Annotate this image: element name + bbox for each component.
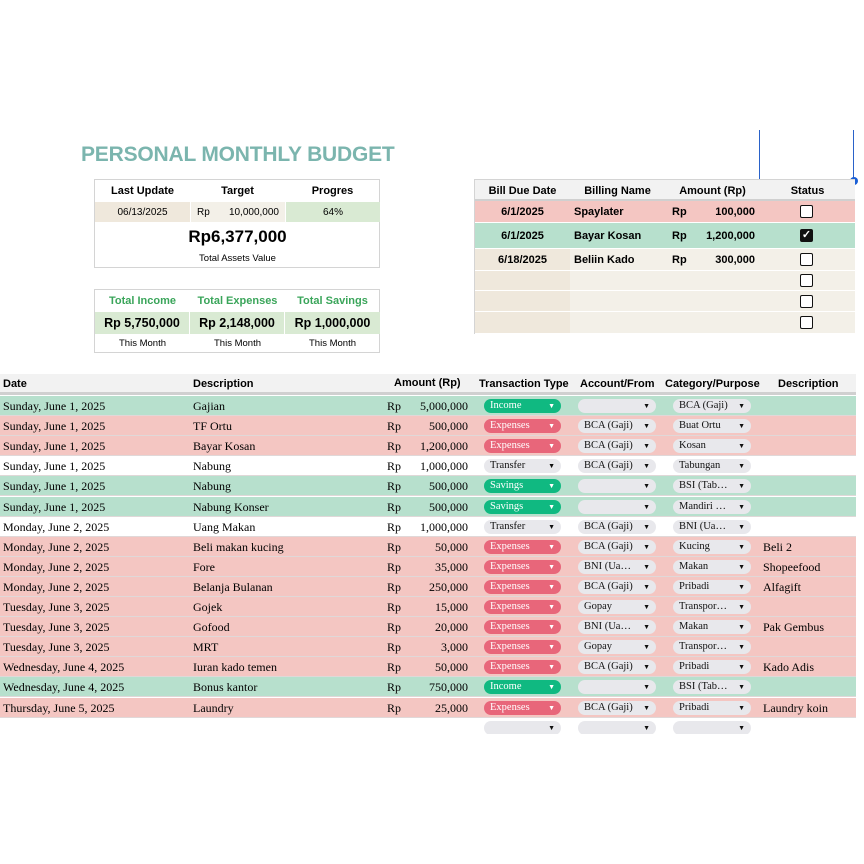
chevron-down-icon: ▼: [548, 643, 555, 652]
row-note: Beli 2: [763, 539, 792, 554]
transaction-type-dropdown-value: Expenses: [490, 621, 530, 633]
row-description: Nabung: [193, 459, 231, 474]
transaction-type-dropdown-value: Expenses: [490, 601, 530, 612]
row-amount: 750,000: [429, 680, 468, 695]
row-note: Alfagift: [763, 579, 801, 594]
category-dropdown-value: BCA (Gaji): [679, 400, 728, 411]
account-dropdown-value: BCA (Gaji): [584, 440, 633, 452]
transaction-type-dropdown[interactable]: [484, 600, 561, 614]
chevron-down-icon: ▼: [548, 723, 555, 732]
category-dropdown-value: Tabungan: [679, 460, 721, 472]
bill-row: [475, 223, 855, 249]
row-date: Monday, June 2, 2025: [3, 539, 110, 554]
row-amount: 50,000: [435, 660, 468, 675]
table-row: [0, 657, 856, 677]
transaction-type-dropdown-value: Expenses: [490, 440, 530, 452]
account-dropdown-value: Gopay: [584, 641, 612, 653]
row-currency: Rp: [387, 660, 402, 675]
category-dropdown-value: Pribadi: [679, 701, 710, 713]
category-dropdown[interactable]: [673, 419, 751, 433]
transaction-type-dropdown[interactable]: [484, 560, 561, 574]
transaction-type-dropdown[interactable]: [484, 701, 561, 715]
row-currency: Rp: [387, 479, 402, 494]
transaction-type-dropdown[interactable]: [484, 640, 561, 654]
row-currency: Rp: [387, 459, 402, 474]
tx-header-account: Account/From: [580, 378, 655, 390]
target-label: Target: [221, 185, 254, 197]
account-dropdown[interactable]: [578, 560, 656, 574]
row-amount: 500,000: [429, 479, 468, 494]
category-dropdown[interactable]: [673, 439, 751, 453]
chevron-down-icon: ▼: [643, 723, 650, 732]
expenses-period: This Month: [214, 338, 261, 349]
chevron-down-icon: ▼: [738, 562, 745, 571]
row-date: Wednesday, June 4, 2025: [3, 660, 125, 675]
account-dropdown-value: Gopay: [584, 601, 612, 612]
bill-row: [475, 312, 855, 334]
total-assets-label: Total Assets Value: [199, 252, 276, 264]
row-description: Uang Makan: [193, 519, 256, 534]
total-assets-value: Rp6,377,000: [188, 227, 287, 246]
bill-amount: 1,200,000: [706, 229, 755, 242]
row-currency: Rp: [387, 399, 402, 413]
bill-row: [475, 249, 855, 271]
chevron-down-icon: ▼: [548, 683, 555, 692]
transaction-type-dropdown-value: Income: [490, 400, 522, 411]
category-dropdown-value: Pribadi: [679, 661, 710, 673]
transaction-type-dropdown[interactable]: [484, 500, 561, 514]
bill-row: [475, 201, 855, 223]
category-dropdown-value: Transpor…: [679, 641, 728, 653]
chevron-down-icon: ▼: [738, 643, 745, 652]
total-savings-label: Total Savings: [297, 295, 368, 307]
transaction-type-dropdown-value: Expenses: [490, 560, 530, 572]
row-date: Tuesday, June 3, 2025: [3, 600, 110, 614]
progress-label: Progres: [311, 185, 354, 197]
row-currency: Rp: [387, 579, 402, 594]
transaction-type-dropdown[interactable]: [484, 620, 561, 634]
category-dropdown[interactable]: [673, 479, 751, 493]
progress-value: 64%: [286, 202, 380, 222]
account-dropdown[interactable]: [578, 680, 656, 694]
summary-box: [94, 179, 380, 268]
chevron-down-icon: ▼: [643, 582, 650, 591]
table-row: [0, 396, 856, 416]
account-dropdown-value: BCA (Gaji): [584, 701, 633, 713]
account-dropdown[interactable]: [578, 701, 656, 715]
check-icon: ✓: [801, 229, 812, 241]
transaction-type-dropdown-value: Expenses: [490, 701, 530, 713]
chevron-down-icon: ▼: [738, 482, 745, 491]
account-dropdown[interactable]: [578, 500, 656, 514]
row-currency: Rp: [387, 539, 402, 554]
account-dropdown[interactable]: [578, 620, 656, 634]
account-dropdown-value: BCA (Gaji): [584, 420, 633, 432]
total-income-label: Total Income: [108, 295, 177, 307]
account-dropdown[interactable]: [578, 439, 656, 453]
row-note: Laundry koin: [763, 700, 828, 715]
bill-due-date: 6/1/2025: [501, 229, 544, 242]
account-dropdown[interactable]: [578, 459, 656, 473]
row-currency: Rp: [387, 499, 402, 514]
tx-header-category: Category/Purpose: [665, 378, 760, 390]
chevron-down-icon: ▼: [738, 582, 745, 591]
account-dropdown[interactable]: [578, 479, 656, 493]
row-note: Pak Gembus: [763, 620, 824, 635]
bill-due-date: 6/18/2025: [498, 253, 547, 266]
chevron-down-icon: ▼: [548, 402, 555, 410]
account-dropdown[interactable]: [578, 721, 656, 734]
chevron-down-icon: ▼: [738, 442, 745, 451]
chevron-down-icon: ▼: [643, 442, 650, 451]
category-dropdown[interactable]: [673, 701, 751, 715]
chevron-down-icon: ▼: [643, 603, 650, 611]
category-dropdown[interactable]: [673, 680, 751, 694]
table-row: [0, 637, 856, 657]
row-amount: 250,000: [429, 579, 468, 594]
row-currency: Rp: [387, 700, 402, 715]
status-checkbox[interactable]: [800, 274, 813, 287]
category-dropdown[interactable]: [673, 399, 751, 413]
row-date: Sunday, June 1, 2025: [3, 399, 106, 413]
table-row: [0, 677, 856, 697]
chevron-down-icon: ▼: [738, 663, 745, 672]
tx-header-date: Date: [3, 378, 27, 390]
row-amount: 3,000: [441, 640, 468, 655]
chevron-down-icon: ▼: [738, 683, 745, 692]
tx-header-type: Transaction Type: [479, 378, 569, 390]
table-row: [0, 436, 856, 456]
row-date: Monday, June 2, 2025: [3, 519, 110, 534]
bill-header-name: Billing Name: [584, 184, 651, 197]
chevron-down-icon: ▼: [643, 482, 650, 491]
status-checkbox[interactable]: [800, 316, 813, 329]
account-dropdown-value: BCA (Gaji): [584, 520, 633, 532]
row-description: Beli makan kucing: [193, 539, 284, 554]
chevron-down-icon: ▼: [548, 603, 555, 611]
chevron-down-icon: ▼: [548, 442, 555, 451]
transaction-type-dropdown-value: Transfer: [490, 520, 526, 532]
chevron-down-icon: ▼: [548, 663, 555, 672]
transaction-type-dropdown[interactable]: [484, 721, 561, 734]
transaction-type-dropdown[interactable]: [484, 399, 561, 413]
transaction-type-dropdown-value: Transfer: [490, 460, 526, 472]
bill-currency: Rp: [672, 253, 687, 266]
row-amount: 1,000,000: [420, 459, 468, 474]
transaction-type-dropdown[interactable]: [484, 520, 561, 534]
category-dropdown[interactable]: [673, 560, 751, 574]
row-amount: 500,000: [429, 499, 468, 514]
category-dropdown-value: BSI (Tab…: [679, 681, 728, 693]
status-checkbox[interactable]: [800, 253, 813, 266]
row-amount: 5,000,000: [420, 399, 468, 413]
row-description: Bonus kantor: [193, 680, 258, 695]
chevron-down-icon: ▼: [643, 643, 650, 652]
bill-name: Bayar Kosan: [574, 229, 642, 242]
row-description: Laundry: [193, 700, 234, 715]
chevron-down-icon: ▼: [643, 402, 650, 410]
category-dropdown-value: Makan: [679, 560, 709, 572]
category-dropdown[interactable]: [673, 640, 751, 654]
row-note: Shopeefood: [763, 559, 821, 574]
row-description: Gojek: [193, 600, 223, 614]
category-dropdown-value: Transpor…: [679, 601, 728, 612]
chevron-down-icon: ▼: [643, 663, 650, 672]
table-row: [0, 617, 856, 637]
total-savings-value: Rp 1,000,000: [285, 312, 380, 334]
row-currency: Rp: [387, 600, 402, 614]
table-row: [0, 537, 856, 557]
transaction-type-dropdown[interactable]: [484, 660, 561, 674]
chevron-down-icon: ▼: [738, 402, 745, 410]
row-currency: Rp: [387, 519, 402, 534]
chevron-down-icon: ▼: [738, 703, 745, 712]
transaction-type-dropdown-value: Savings: [490, 480, 524, 492]
bill-currency: Rp: [672, 205, 687, 218]
category-dropdown-value: Mandiri …: [679, 500, 726, 512]
totals-box: [94, 289, 380, 353]
row-description: Gajian: [193, 399, 225, 413]
bill-due-date: 6/1/2025: [501, 205, 544, 218]
row-description: Iuran kado temen: [193, 660, 277, 675]
transaction-type-dropdown-value: Expenses: [490, 580, 530, 592]
row-amount: 50,000: [435, 539, 468, 554]
account-dropdown[interactable]: [578, 520, 656, 534]
category-dropdown[interactable]: [673, 660, 751, 674]
account-dropdown[interactable]: [578, 419, 656, 433]
bill-name: Beliin Kado: [574, 253, 635, 266]
page-title: PERSONAL MONTHLY BUDGET: [81, 143, 395, 166]
transactions-table: [0, 374, 856, 736]
row-note: Kado Adis: [763, 660, 814, 675]
account-dropdown[interactable]: [578, 640, 656, 654]
savings-period: This Month: [309, 338, 356, 349]
category-dropdown[interactable]: [673, 500, 751, 514]
bill-name: Spaylater: [574, 205, 624, 218]
row-date: Tuesday, June 3, 2025: [3, 640, 110, 655]
category-dropdown[interactable]: [673, 459, 751, 473]
row-description: Gofood: [193, 620, 230, 635]
row-date: Thursday, June 5, 2025: [3, 700, 115, 715]
chevron-down-icon: ▼: [548, 623, 555, 632]
chevron-down-icon: ▼: [643, 462, 650, 471]
category-dropdown-value: Kucing: [679, 540, 710, 552]
status-checkbox[interactable]: [800, 295, 813, 308]
account-dropdown[interactable]: [578, 660, 656, 674]
category-dropdown-value: Makan: [679, 621, 709, 633]
row-description: Nabung: [193, 479, 231, 494]
table-row: [0, 476, 856, 496]
chevron-down-icon: ▼: [643, 623, 650, 632]
chevron-down-icon: ▼: [643, 703, 650, 712]
transaction-type-dropdown[interactable]: [484, 419, 561, 433]
chevron-down-icon: ▼: [548, 482, 555, 491]
transaction-type-dropdown[interactable]: [484, 479, 561, 493]
table-row: [0, 497, 856, 517]
transaction-type-dropdown-value: Savings: [490, 500, 524, 512]
account-dropdown[interactable]: [578, 399, 656, 413]
row-amount: 500,000: [429, 419, 468, 434]
row-date: Sunday, June 1, 2025: [3, 499, 106, 514]
tx-header-description: Description: [193, 378, 254, 390]
chevron-down-icon: ▼: [643, 522, 650, 531]
last-update-value[interactable]: 06/13/2025: [95, 202, 190, 222]
bills-table: [474, 179, 855, 334]
chevron-down-icon: ▼: [738, 623, 745, 632]
total-expenses-label: Total Expenses: [197, 295, 278, 307]
transaction-type-dropdown-value: Expenses: [490, 641, 530, 653]
chevron-down-icon: ▼: [548, 422, 555, 431]
category-dropdown[interactable]: [673, 721, 751, 734]
chevron-down-icon: ▼: [738, 462, 745, 471]
chevron-down-icon: ▼: [548, 462, 555, 471]
status-checkbox[interactable]: [800, 229, 813, 242]
category-dropdown[interactable]: [673, 520, 751, 534]
bill-amount: 100,000: [715, 205, 755, 218]
tx-header-note: Description: [778, 378, 839, 390]
category-dropdown[interactable]: [673, 580, 751, 594]
total-income-value: Rp 5,750,000: [95, 312, 189, 334]
target-amount: 10,000,000: [228, 206, 279, 218]
table-row: [0, 456, 856, 476]
chevron-down-icon: ▼: [738, 542, 745, 551]
transaction-type-dropdown-value: Expenses: [490, 540, 530, 552]
table-row: [0, 416, 856, 436]
chevron-down-icon: ▼: [738, 422, 745, 431]
transaction-type-dropdown[interactable]: [484, 680, 561, 694]
row-currency: Rp: [387, 620, 402, 635]
total-expenses-value: Rp 2,148,000: [190, 312, 284, 334]
row-date: Sunday, June 1, 2025: [3, 479, 106, 494]
target-currency: Rp: [197, 206, 210, 218]
row-date: Monday, June 2, 2025: [3, 579, 110, 594]
row-date: Sunday, June 1, 2025: [3, 419, 106, 434]
table-row: [0, 597, 856, 617]
row-description: Bayar Kosan: [193, 439, 256, 454]
bill-row: [475, 271, 855, 291]
row-amount: 1,000,000: [420, 519, 468, 534]
table-row: [0, 698, 856, 718]
chevron-down-icon: ▼: [643, 542, 650, 551]
table-row: [0, 718, 856, 734]
transaction-type-dropdown[interactable]: [484, 540, 561, 554]
row-currency: Rp: [387, 680, 402, 695]
chevron-down-icon: ▼: [548, 562, 555, 571]
chevron-down-icon: ▼: [738, 522, 745, 531]
row-date: Sunday, June 1, 2025: [3, 459, 106, 474]
chevron-down-icon: ▼: [643, 562, 650, 571]
chevron-down-icon: ▼: [643, 502, 650, 511]
chevron-down-icon: ▼: [548, 703, 555, 712]
transaction-type-dropdown[interactable]: [484, 580, 561, 594]
row-description: Nabung Konser: [193, 499, 269, 514]
chevron-down-icon: ▼: [738, 723, 745, 732]
chevron-down-icon: ▼: [738, 502, 745, 511]
chevron-down-icon: ▼: [548, 542, 555, 551]
transaction-type-dropdown-value: Income: [490, 681, 522, 693]
category-dropdown-value: BNI (Ua…: [679, 520, 726, 532]
account-dropdown-value: BNI (Ua…: [584, 560, 631, 572]
row-date: Tuesday, June 3, 2025: [3, 620, 110, 635]
bill-header-date: Bill Due Date: [488, 184, 557, 197]
target-value[interactable]: [191, 202, 285, 222]
bill-amount: 300,000: [715, 253, 755, 266]
bill-row: [475, 291, 855, 312]
row-currency: Rp: [387, 640, 402, 655]
account-dropdown-value: BCA (Gaji): [584, 580, 633, 592]
account-dropdown-value: BCA (Gaji): [584, 460, 633, 472]
table-row: [0, 577, 856, 597]
category-dropdown[interactable]: [673, 620, 751, 634]
account-dropdown[interactable]: [578, 540, 656, 554]
transaction-type-dropdown-value: Expenses: [490, 661, 530, 673]
category-dropdown-value: BSI (Tab…: [679, 480, 728, 492]
account-dropdown-value: BCA (Gaji): [584, 540, 633, 552]
account-dropdown[interactable]: [578, 600, 656, 614]
bill-header-status: Status: [790, 184, 825, 197]
row-description: Fore: [193, 559, 215, 574]
category-dropdown-value: Pribadi: [679, 580, 710, 592]
row-date: Sunday, June 1, 2025: [3, 439, 106, 454]
chevron-down-icon: ▼: [643, 683, 650, 692]
row-currency: Rp: [387, 439, 402, 454]
row-currency: Rp: [387, 419, 402, 434]
row-amount: 15,000: [435, 600, 468, 614]
row-amount: 25,000: [435, 700, 468, 715]
transaction-type-dropdown[interactable]: [484, 459, 561, 473]
chevron-down-icon: ▼: [643, 422, 650, 431]
category-dropdown-value: Buat Ortu: [679, 420, 721, 432]
tx-header-amount: Amount (Rp): [394, 377, 461, 389]
row-amount: 20,000: [435, 620, 468, 635]
account-dropdown-value: BNI (Ua…: [584, 621, 631, 633]
account-dropdown-value: BCA (Gaji): [584, 661, 633, 673]
transaction-type-dropdown[interactable]: [484, 439, 561, 453]
bill-currency: Rp: [672, 229, 687, 242]
row-date: Monday, June 2, 2025: [3, 559, 110, 574]
status-checkbox[interactable]: [800, 205, 813, 218]
row-amount: 35,000: [435, 559, 468, 574]
category-dropdown[interactable]: [673, 540, 751, 554]
table-row: [0, 557, 856, 577]
row-description: MRT: [193, 640, 219, 655]
last-update-label: Last Update: [111, 185, 174, 197]
table-row: [0, 517, 856, 537]
chevron-down-icon: ▼: [738, 603, 745, 611]
category-dropdown[interactable]: [673, 600, 751, 614]
row-currency: Rp: [387, 559, 402, 574]
chevron-down-icon: ▼: [548, 502, 555, 511]
chevron-down-icon: ▼: [548, 522, 555, 531]
income-period: This Month: [119, 338, 166, 349]
cell-selection[interactable]: [759, 130, 854, 181]
transaction-type-dropdown-value: Expenses: [490, 420, 530, 432]
row-description: TF Ortu: [193, 419, 232, 434]
chevron-down-icon: ▼: [548, 582, 555, 591]
account-dropdown[interactable]: [578, 580, 656, 594]
row-date: Wednesday, June 4, 2025: [3, 680, 125, 695]
row-description: Belanja Bulanan: [193, 579, 273, 594]
row-amount: 1,200,000: [420, 439, 468, 454]
category-dropdown-value: Kosan: [679, 440, 706, 452]
bill-header-amount: Amount (Rp): [679, 184, 746, 197]
